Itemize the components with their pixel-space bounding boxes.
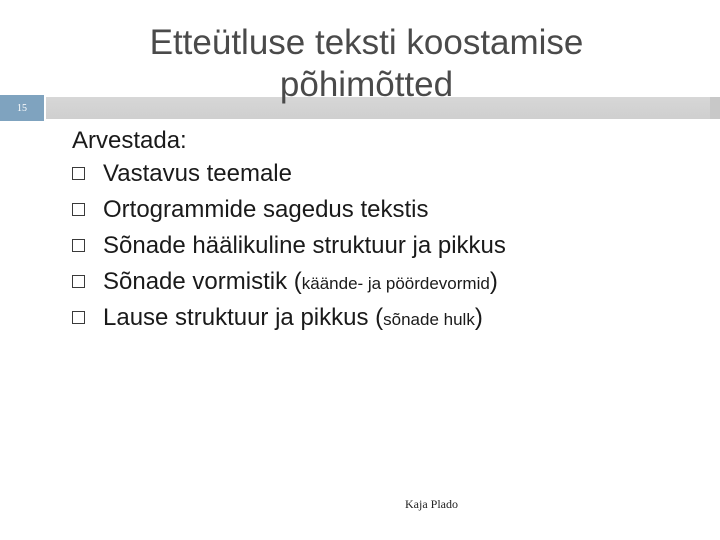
title-line-2: põhimõtted: [279, 65, 454, 104]
bullet-item: [72, 268, 506, 304]
paren-close: ): [474, 304, 483, 331]
hollow-square-icon: [72, 239, 85, 252]
slide-number: 15: [0, 95, 44, 121]
bullet-text: Sõnade häälikuline struktuur ja pikkus: [103, 232, 506, 259]
hollow-square-icon: [72, 203, 85, 216]
bullet-item: [72, 232, 506, 268]
footer-author: Kaja Plado: [405, 497, 458, 511]
title-line-1: Etteütluse teksti koostamise: [149, 23, 584, 62]
hollow-square-icon: [72, 311, 85, 324]
hollow-square-icon: [72, 167, 85, 180]
paren-open: (: [293, 268, 302, 295]
bullet-list: [72, 160, 506, 340]
bullet-note: sõnade hulk: [383, 310, 475, 329]
bullet-text: Ortogrammide sagedus tekstis: [103, 196, 429, 223]
slide-title: [0, 22, 720, 106]
bullet-text: Sõnade vormistik: [103, 268, 294, 295]
intro-text: Arvestada:: [72, 127, 187, 154]
bullet-text: Lause struktuur ja pikkus: [103, 304, 376, 331]
paren-open: (: [375, 304, 384, 331]
hollow-square-icon: [72, 275, 85, 288]
bullet-item: [72, 196, 506, 232]
bullet-item: [72, 160, 506, 196]
paren-close: ): [489, 268, 498, 295]
bullet-note: käände- ja pöördevormid: [301, 274, 490, 293]
bullet-item: [72, 304, 506, 340]
bullet-text: Vastavus teemale: [103, 160, 292, 187]
